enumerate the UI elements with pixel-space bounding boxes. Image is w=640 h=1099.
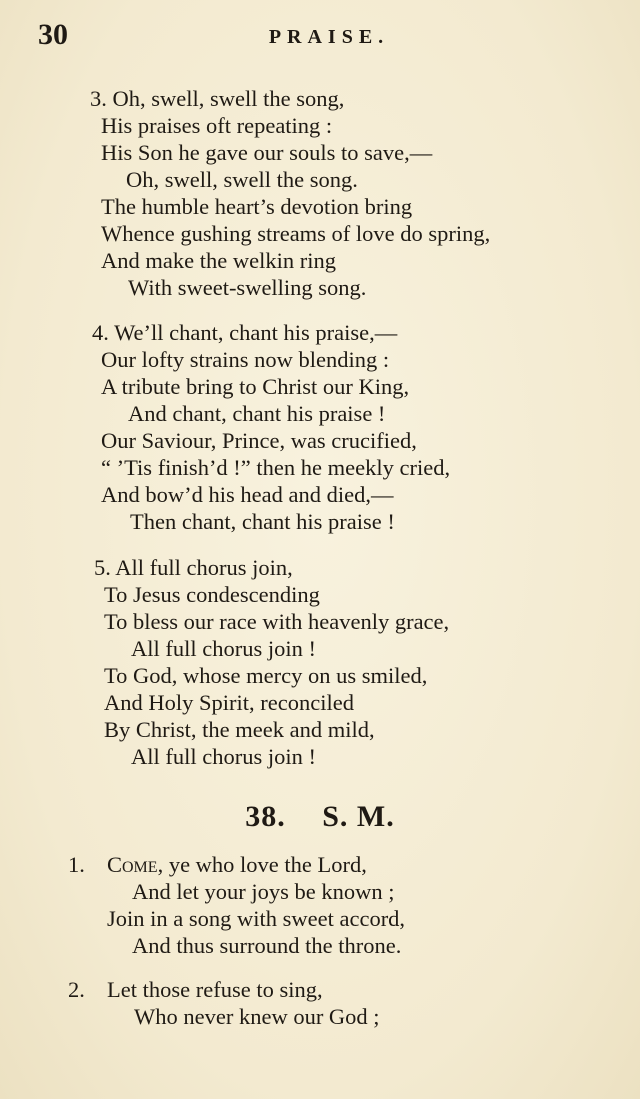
verse-line: 5. All full chorus join, [94, 555, 293, 580]
verse-line: 3. Oh, swell, swell the song, [90, 86, 345, 111]
verse-line-rest: , ye who love the Lord, [157, 852, 367, 877]
verse-line: And Holy Spirit, reconciled [104, 690, 354, 715]
verse-line: And make the welkin ring [101, 248, 336, 273]
verse-line: And bow’d his head and died,— [101, 482, 394, 507]
hymn-heading [0, 800, 640, 834]
verse-line: His praises oft repeating : [101, 113, 333, 138]
verse-line: Join in a song with sweet accord, [107, 906, 406, 931]
first-word: Come [107, 852, 158, 877]
verse-line: Let those refuse to sing, [107, 977, 323, 1002]
verse-line: And let your joys be known ; [132, 879, 395, 904]
verse-line: And chant, chant his praise ! [128, 401, 386, 426]
verse-line-first [107, 852, 367, 878]
verse-line: Our Saviour, Prince, was crucified, [101, 428, 417, 453]
verse-line: To bless our race with heavenly grace, [104, 609, 450, 634]
verse-line: All full chorus join ! [131, 636, 316, 661]
verse-line: The humble heart’s devotion bring [101, 194, 413, 219]
page-number: 30 [38, 18, 68, 51]
verse-line: Whence gushing streams of love do spring, [101, 221, 491, 246]
verse-line: By Christ, the meek and mild, [104, 717, 375, 742]
running-head: PRAISE. [268, 26, 390, 48]
verse-line: His Son he gave our souls to save,— [101, 140, 433, 165]
verse-line: Our lofty strains now blending : [101, 347, 390, 372]
verse-line: All full chorus join ! [131, 744, 316, 769]
verse-line: To God, whose mercy on us smiled, [104, 663, 428, 688]
verse-line: With sweet-swelling song. [128, 275, 367, 300]
verse-line: And thus surround the throne. [132, 933, 402, 958]
verse-line: “ ’Tis finish’d !” then he meekly cried, [101, 455, 451, 480]
verse-line: 4. We’ll chant, chant his praise,— [92, 320, 398, 345]
verse-line: Oh, swell, swell the song. [126, 167, 358, 192]
stanza-number: 1. [68, 852, 85, 877]
verse-line: Then chant, chant his praise ! [130, 509, 395, 534]
verse-line: A tribute bring to Christ our King, [101, 374, 410, 399]
hymn-number: 38. [245, 800, 286, 833]
verse-line: To Jesus condescending [104, 582, 320, 607]
verse-line: Who never knew our God ; [134, 1004, 380, 1029]
hymn-meter: S. M. [322, 800, 395, 833]
stanza-number: 2. [68, 977, 85, 1002]
